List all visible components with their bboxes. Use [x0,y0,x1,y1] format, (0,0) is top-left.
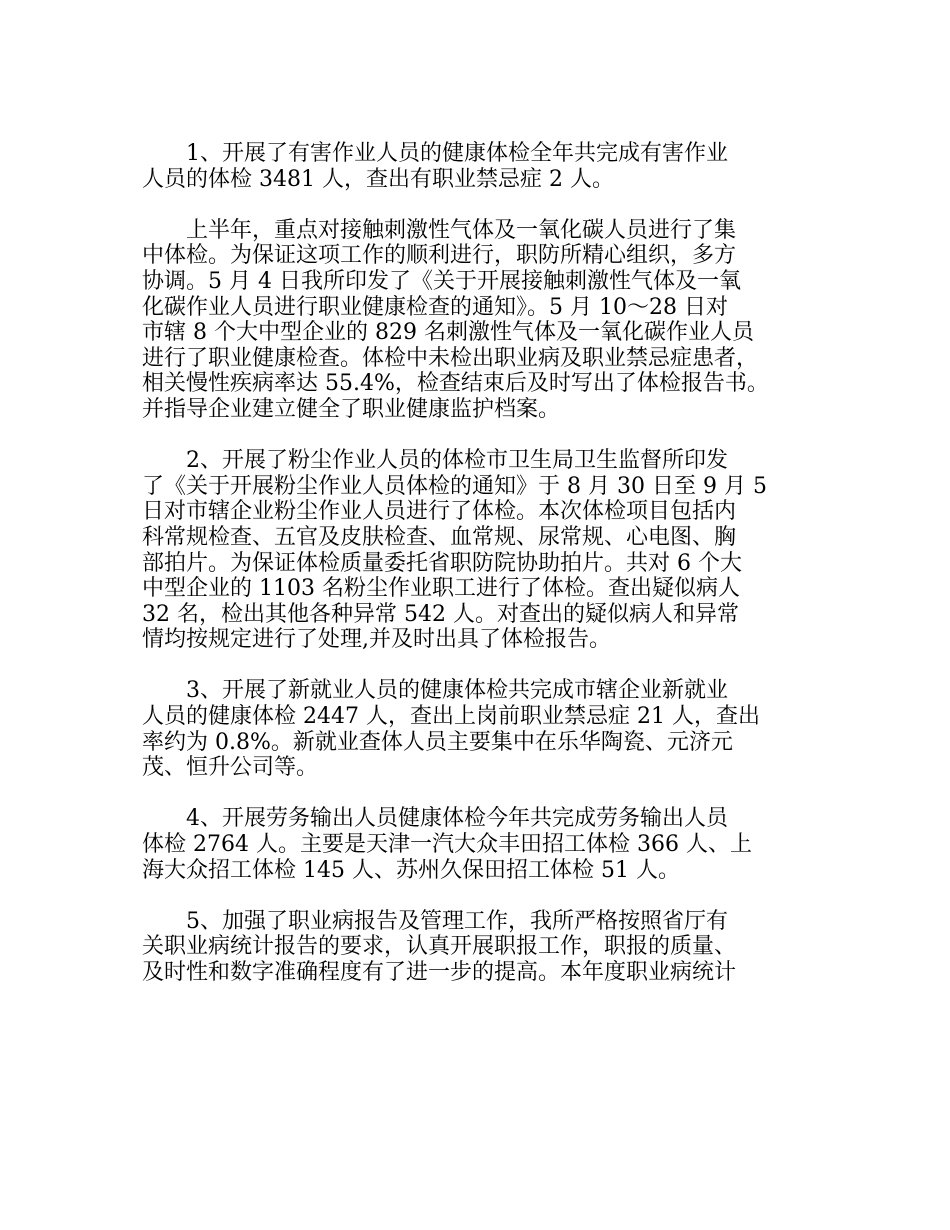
paragraph-hazard-exam: 1、开展了有害作业人员的健康体检全年共完成有害作业 人员的体检 3481 人，查出有职业禁忌症 2 人。 [142,141,728,192]
paragraph-disease-reporting: 5、加强了职业病报告及管理工作，我所严格按照省厅有 关职业病统计报告的要求，认真开展职报工作，职报的质量、 及时性和数字准确程度有了进一步的提高。本年度职业病统计 [142,908,737,985]
paragraph-first-half-exam: 上半年，重点对接触刺激性气体及一氧化碳人员进行了集 中体检。为保证这项工作的顺利进行，职防所精心组织，多方 协调。5 月 4 日我所印发了《关于开展接触刺激性气体及一氧 化碳作业人员进行职业健康检查的通知》。5 月 10～28 日对 市辖 8 个大中型企业的 829 名刺激性气体及一氧化碳作业人员 进行了职业健康检查。体检中未检出职业病及职业禁忌症患者， 相关慢性疾病率达 55.4%，检查结束后及时写出了体检报告书。 并指导企业建立健全了职业健康监护档案。 [142,217,769,422]
paragraph-new-employee-exam: 3、开展了新就业人员的健康体检共完成市辖企业新就业 人员的健康体检 2447 人，查出上岗前职业禁忌症 21 人，查出 率约为 0.8%。新就业查体人员主要集中在乐华陶瓷、元济元 茂、恒升公司等。 [142,678,760,781]
document-body [142,141,812,1011]
paragraph-labor-export-exam: 4、开展劳务输出人员健康体检今年共完成劳务输出人员 体检 2764 人。主要是天津一汽大众丰田招工体检 366 人、上 海大众招工体检 145 人、苏州久保田招工体检 51 人。 [142,806,752,883]
paragraph-dust-exam: 2、开展了粉尘作业人员的体检市卫生局卫生监督所印发 了《关于开展粉尘作业人员体检的通知》于 8 月 30 日至 9 月 5 日对市辖企业粉尘作业人员进行了体检。本次体检项目包括内 科常规检查、五官及皮肤检查、血常规、尿常规、心电图、胸 部拍片。为保证体检质量委托省职防院协助拍片。共对 6 个大 中型企业的 1103 名粉尘作业职工进行了体检。查出疑似病人 32 名，检出其他各种异常 542 人。对查出的疑似病人和异常 情均按规定进行了处理,并及时出具了体检报告。 [142,448,767,653]
